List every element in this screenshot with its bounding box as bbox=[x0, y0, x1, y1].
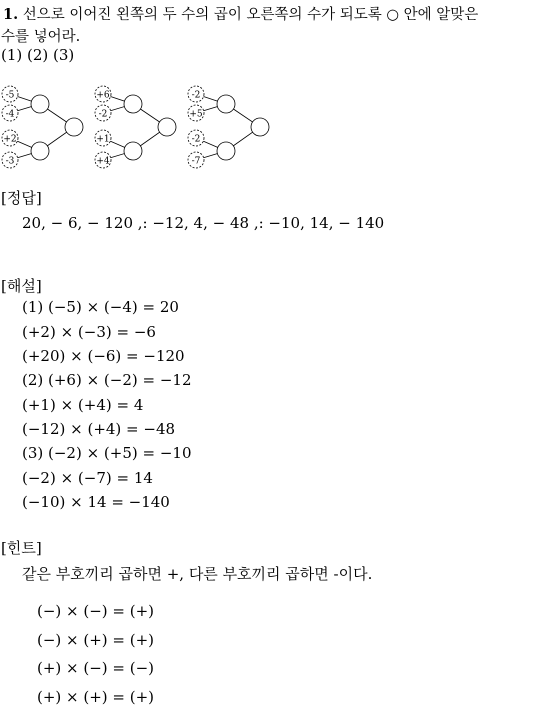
hint-heading: [힌트] bbox=[1, 539, 42, 557]
input-value: -5 bbox=[5, 90, 15, 101]
problem-parts: (1) (2) (3) bbox=[1, 46, 75, 64]
explanation-heading: [해설] bbox=[1, 277, 42, 295]
answer-circle[interactable] bbox=[158, 118, 176, 136]
hint-rule: (−) × (+) = (+) bbox=[37, 631, 155, 649]
explanation-line: (+2) × (−3) = −6 bbox=[22, 323, 156, 341]
explanation-line: (3) (−2) × (+5) = −10 bbox=[22, 444, 192, 462]
input-value: -3 bbox=[5, 156, 15, 167]
hint-text: 같은 부호끼리 곱하면 +, 다른 부호끼리 곱하면 -이다. bbox=[22, 565, 373, 583]
input-value: +1 bbox=[96, 134, 110, 145]
answer-circle[interactable] bbox=[124, 95, 142, 113]
explanation-line: (−12) × (+4) = −48 bbox=[22, 420, 176, 438]
answer-circle[interactable] bbox=[65, 118, 83, 136]
hint-rule: (+) × (−) = (−) bbox=[37, 659, 155, 677]
problem-text: 선으로 이어진 왼쪽의 두 수의 곱이 오른쪽의 수가 되도록 ○ 안에 알맞은 bbox=[22, 7, 479, 23]
problem-line-1 bbox=[3, 3, 478, 24]
hint-rule: (−) × (−) = (+) bbox=[37, 602, 155, 620]
diagrams bbox=[0, 80, 534, 180]
answer-circle[interactable] bbox=[31, 142, 49, 160]
answer-circle[interactable] bbox=[124, 142, 142, 160]
problem-number: 1. bbox=[3, 6, 19, 23]
input-value: +4 bbox=[96, 156, 110, 167]
hint-rule: (+) × (+) = (+) bbox=[37, 688, 155, 706]
answer-heading: [정답] bbox=[1, 189, 42, 207]
input-value: +5 bbox=[189, 109, 203, 120]
input-value: -4 bbox=[5, 109, 15, 120]
input-value: -2 bbox=[191, 134, 201, 145]
input-value: -2 bbox=[191, 90, 201, 101]
explanation-line: (−2) × (−7) = 14 bbox=[22, 469, 153, 487]
problem-line-2: 수를 넣어라. bbox=[1, 29, 81, 45]
input-value: +6 bbox=[96, 90, 110, 101]
input-value: +2 bbox=[3, 134, 17, 145]
explanation-line: (+1) × (+4) = 4 bbox=[22, 396, 144, 414]
explanation-line: (−10) × 14 = −140 bbox=[22, 493, 170, 511]
answer-circle[interactable] bbox=[217, 142, 235, 160]
answer-circle[interactable] bbox=[217, 95, 235, 113]
explanation-line: (+20) × (−6) = −120 bbox=[22, 347, 185, 365]
explanation-line: (2) (+6) × (−2) = −12 bbox=[22, 371, 192, 389]
answer-text: 20, − 6, − 120 ,: −12, 4, − 48 ,: −10, 14, − 140 bbox=[22, 214, 385, 232]
answer-circle[interactable] bbox=[31, 95, 49, 113]
input-value: -2 bbox=[98, 109, 108, 120]
answer-circle[interactable] bbox=[251, 118, 269, 136]
input-value: -7 bbox=[191, 156, 201, 167]
explanation-line: (1) (−5) × (−4) = 20 bbox=[22, 298, 179, 316]
